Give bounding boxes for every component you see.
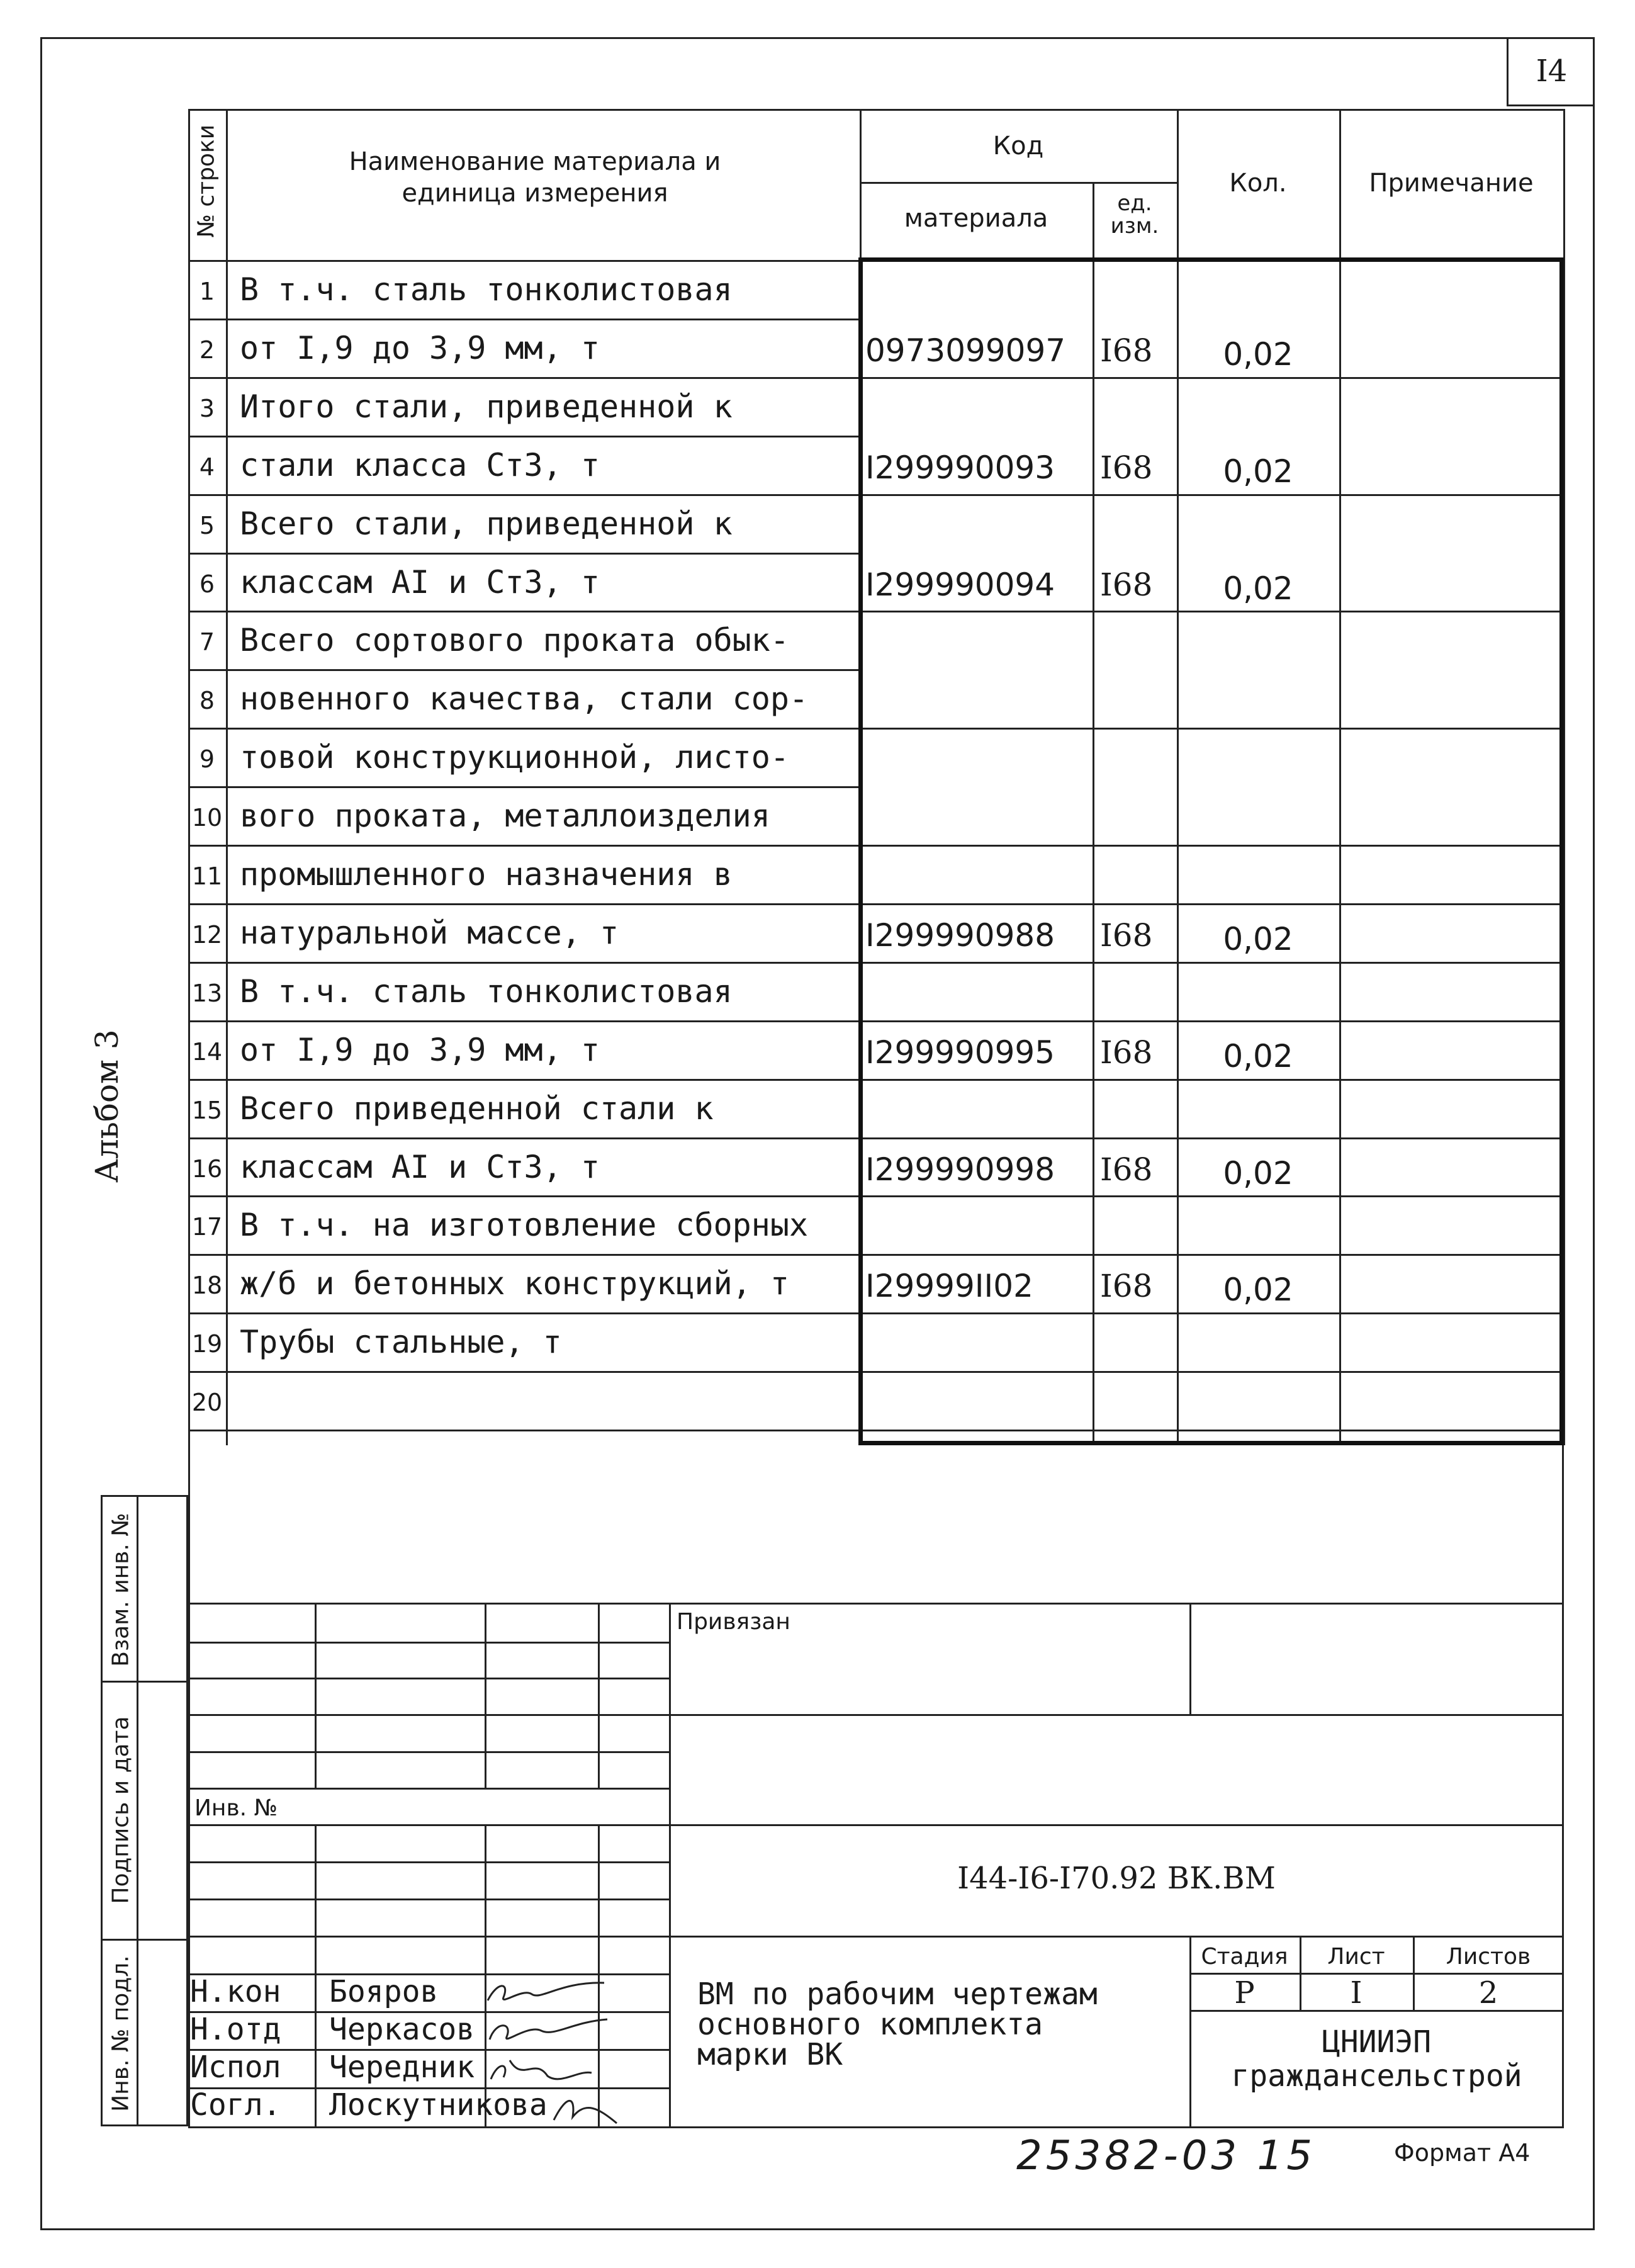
- name-4: Лоскутникова: [329, 2087, 548, 2123]
- org-line-1: ЦНИИЭП: [1322, 2024, 1432, 2060]
- row-material-name: стали класса Ст3, т: [240, 447, 600, 483]
- row-unit-code: I68: [1100, 1151, 1153, 1188]
- stamp-podpis: Подпись и дата: [108, 1716, 134, 1904]
- doc-title-2: основного комплекта: [697, 2007, 1043, 2042]
- name-2: Черкасов: [329, 2012, 475, 2047]
- row-material-name: Трубы стальные, т: [240, 1324, 562, 1360]
- sheet-number: I4: [1507, 37, 1595, 106]
- row-number: 10: [191, 804, 223, 832]
- row-material-code: I299990995: [865, 1034, 1055, 1071]
- row-number: 13: [191, 979, 223, 1007]
- row-material-name: классам АI и Ст3, т: [240, 1149, 600, 1185]
- inv-no-label: Инв. №: [194, 1795, 278, 1821]
- row-material-name: ж/б и бетонных конструкций, т: [240, 1265, 789, 1302]
- row-number: 3: [199, 395, 215, 422]
- row-material-name: от I,9 до 3,9 мм, т: [240, 1032, 600, 1068]
- header-row-no: № строки: [193, 124, 220, 238]
- header-code: Код: [992, 132, 1044, 161]
- role-1: Н.кон: [190, 1974, 281, 2009]
- signature-3: [485, 2051, 610, 2089]
- row-material-name: классам АI и Ст3, т: [240, 564, 600, 601]
- row-material-code: I299990988: [865, 917, 1055, 954]
- row-number: 11: [191, 862, 223, 890]
- row-number: 16: [191, 1155, 223, 1183]
- header-note: Примечание: [1369, 169, 1534, 198]
- row-number: 5: [199, 512, 215, 539]
- row-number: 17: [191, 1213, 223, 1241]
- row-number: 9: [199, 745, 215, 773]
- row-number: 12: [191, 921, 223, 949]
- org-line-2: граждансельстрой: [1231, 2058, 1522, 2094]
- row-unit-code: I68: [1100, 1268, 1153, 1304]
- header-qty: Кол.: [1229, 169, 1287, 198]
- row-quantity: 0,02: [1223, 453, 1293, 490]
- row-unit-code: I68: [1100, 1034, 1153, 1071]
- privyazan-label: Привязан: [677, 1609, 790, 1635]
- sheet-label: Лист: [1327, 1944, 1385, 1970]
- album-label: Альбом 3: [89, 1029, 125, 1183]
- signature-4: [548, 2089, 623, 2126]
- role-3: Испол: [190, 2050, 281, 2085]
- thick-code-block: [858, 257, 1564, 1445]
- row-material-name: Всего сортового проката обык-: [240, 622, 789, 658]
- sheet-value: I: [1350, 1975, 1362, 2011]
- row-number: 2: [199, 336, 215, 364]
- name-1: Бояров: [329, 1974, 439, 2009]
- row-material-code: I299990998: [865, 1151, 1055, 1188]
- header-code-material: материала: [904, 204, 1048, 233]
- row-material-name: Итого стали, приведенной к: [240, 388, 733, 425]
- row-number: 15: [191, 1097, 223, 1124]
- doc-code: I44-I6-I70.92 ВК.ВМ: [957, 1861, 1276, 1896]
- row-quantity: 0,02: [1223, 336, 1293, 373]
- doc-title-3: марки ВК: [697, 2037, 843, 2072]
- row-unit-code: I68: [1100, 567, 1153, 603]
- row-material-code: I29999II02: [865, 1268, 1033, 1304]
- row-material-code: 0973099097: [865, 332, 1066, 369]
- row-material-name: В т.ч. сталь тонколистовая: [240, 271, 733, 308]
- row-number: 1: [199, 278, 215, 305]
- row-material-name: от I,9 до 3,9 мм, т: [240, 330, 600, 366]
- row-material-code: I299990094: [865, 567, 1055, 603]
- stamp-inv-podl: Инв. № подл.: [108, 1955, 134, 2112]
- row-material-name: товой конструкционной, листо-: [240, 739, 789, 776]
- handwritten-number: 25382-03 15: [1016, 2133, 1316, 2179]
- sheets-label: Листов: [1446, 1944, 1531, 1970]
- name-3: Чередник: [329, 2050, 475, 2085]
- row-material-name: новенного качества, стали сор-: [240, 680, 809, 717]
- stage-value: Р: [1234, 1975, 1255, 2011]
- signature-1: [485, 1975, 610, 2013]
- row-number: 7: [199, 628, 215, 656]
- role-2: Н.отд: [190, 2012, 281, 2047]
- row-material-name: вого проката, металлоизделия: [240, 798, 770, 834]
- row-number: 14: [191, 1038, 223, 1066]
- sheets-value: 2: [1478, 1975, 1498, 2011]
- row-number: 18: [191, 1272, 223, 1299]
- row-material-name: Всего стали, приведенной к: [240, 505, 733, 542]
- doc-title-1: ВМ по рабочим чертежам: [697, 1977, 1098, 2012]
- row-quantity: 0,02: [1223, 1272, 1293, 1308]
- row-unit-code: I68: [1100, 917, 1153, 954]
- row-material-name: промышленного назначения в: [240, 856, 733, 893]
- row-number: 6: [199, 570, 215, 598]
- signature-2: [485, 2013, 610, 2051]
- row-quantity: 0,02: [1223, 921, 1293, 957]
- stamp-vzam: Взам. инв. №: [108, 1513, 134, 1667]
- row-material-name: В т.ч. на изготовление сборных: [240, 1207, 809, 1243]
- row-material-name: натуральной массе, т: [240, 915, 619, 951]
- format-label: Формат А4: [1394, 2139, 1531, 2167]
- row-number: 4: [199, 453, 215, 481]
- row-material-name: Всего приведенной стали к: [240, 1090, 714, 1127]
- row-material-code: I299990093: [865, 449, 1055, 486]
- row-quantity: 0,02: [1223, 1155, 1293, 1192]
- row-unit-code: I68: [1100, 332, 1153, 369]
- row-material-name: В т.ч. сталь тонколистовая: [240, 973, 733, 1010]
- row-number: 20: [191, 1389, 223, 1416]
- row-unit-code: I68: [1100, 449, 1153, 486]
- row-number: 19: [191, 1330, 223, 1358]
- role-4: Согл.: [190, 2087, 281, 2123]
- row-number: 8: [199, 687, 215, 714]
- stage-label: Стадия: [1201, 1944, 1288, 1970]
- header-name: Наименование материала и единица измерения: [349, 147, 721, 208]
- row-quantity: 0,02: [1223, 1038, 1293, 1075]
- row-quantity: 0,02: [1223, 570, 1293, 607]
- header-code-unit: ед. изм.: [1110, 191, 1159, 239]
